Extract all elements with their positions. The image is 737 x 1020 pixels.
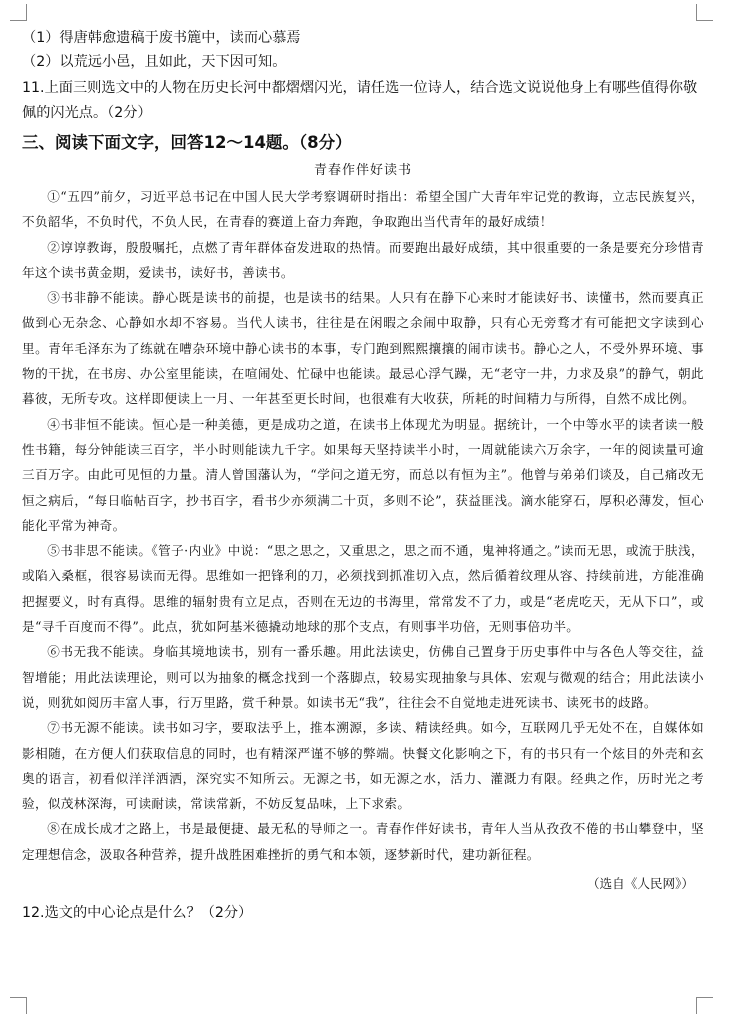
article-title: 青春作伴好读书	[313, 163, 412, 178]
article-paragraph-3: ③书非静不能读。静心既是读书的前提，也是读书的结果。人只有在静下心来时才能读好书、读懂书，然而要真正做到心无杂念、心静如水却不容易。当代人读书，往往是在闲暇之余闹中取静，只有心无旁骛才有可能把文字读到心里。青年毛泽东为了练就在嘈杂环境中静心读书的本事，专门跑到熙熙攘攘的闹市读书。静心之人，不受外界环境、事物的干扰，在书房、办公室里能读，在喧闹处、忙碌中也能读。最忌心浮气躁，无“老守一井，力求及泉”的静气，朝此暮彼，无所专攻。这样即便读上一月、一年甚至更长时间，也很难有大收获，所耗的时间精力与所得，自然不成比例。	[22, 290, 704, 407]
article-source: （选自《人民网》）	[586, 876, 694, 892]
crop-mark-top-left	[10, 4, 27, 21]
crop-mark-bottom-left	[10, 997, 27, 1014]
article-paragraph-7: ⑦书无源不能读。读书如习字，要取法乎上，推本溯源，多读、精读经典。如今，互联网几乎无处不在，自媒体如影相随，在方便人们获取信息的同时，也有精深严谨不够的弊端。快餐文化影响之下，有的书只有一个炫目的外壳和玄奥的语言，初看似洋洋洒洒，深究实不知所云。无源之书，如无源之水，活力、灌溉力有限。经典之作，历时光之考验，似茂林深海，可读耐读，常读常新，不妨反复品味，上下求索。	[22, 720, 704, 812]
section-heading: 三、阅读下面文字，回答12～14题。（8分）	[22, 133, 352, 152]
article-paragraph-6: ⑥书无我不能读。身临其境地读书，别有一番乐趣。用此法读史，仿佛自己置身于历史事件中与各色人等交往，益智增能；用此法读理论，则可以为抽象的概念找到一个落脚点，较易实现抽象与具体、宏观与微观的结合；用此法读小说，则犹如阅历丰富人事，行万里路，赏千种景。如读书无“我”，往往会不自觉地走进死读书、读死书的歧路。	[22, 644, 704, 710]
article-paragraph-5: ⑤书非思不能读。《管子·内业》中说：“思之思之，又重思之，思之而不通，鬼神将通之。”读而无思，或流于肤浅，或陷入桑框，很容易读而无得。思维如一把锋利的刀，必须找到抓准切入点，然后循着纹理从容、持续前进，方能准确把握要义，时有真得。思维的辐射贵有立足点，否则在无边的书海里，常常发不了力，或是“老虎吃天，无从下口”，或是“寻千百度而不得”。此点，犹如阿基米德撬动地球的那个支点，有则事半功倍，无则事倍功半。	[22, 543, 704, 635]
article-paragraph-4: ④书非恒不能读。恒心是一种美德，更是成功之道，在读书上体现尤为明显。据统计，一个中等水平的读者读一般性书籍，每分钟能读三百字，半小时则能读九千字。如果每天坚持读半小时，一周就能读六万余字，一年的阅读量可逾三百万字。由此可见恒的力量。清人曾国藩认为，“学问之道无穷，而总以有恒为主”。他曾与弟弟们谈及，自己痛改无恒之病后，“每日临帖百字，抄书百字，看书少亦须满二十页，多则不论”，获益匪浅。滴水能穿石，厚积必薄发，恒心能化平常为神奇。	[22, 416, 704, 533]
article-paragraph-8: ⑧在成长成才之路上，书是最便捷、最无私的导师之一。青春作伴好读书，青年人当从孜孜不倦的书山攀登中，坚定理想信念，汲取各种营养，提升战胜困难挫折的勇气和本领，逐梦新时代，建功新征程。	[22, 821, 704, 862]
sub-question-1: （1）得唐韩愈遗稿于废书簏中，读而心慕焉	[22, 30, 301, 46]
sub-question-2: （2）以荒远小邑，且如此，天下因可知。	[22, 54, 287, 70]
question-11: 11.上面三则选文中的人物在历史长河中都熠熠闪光，请任选一位诗人，结合选文说说他身上有哪些值得你敬佩的闪光点。（2分）	[22, 80, 698, 121]
crop-mark-top-right	[696, 4, 713, 21]
page-content	[22, 26, 704, 926]
crop-mark-bottom-right	[696, 997, 713, 1014]
question-12: 12.选文的中心论点是什么？（2分）	[22, 905, 253, 922]
article-paragraph-1: ①“五四”前夕，习近平总书记在中国人民大学考察调研时指出：希望全国广大青年牢记党的教诲，立志民族复兴，不负韶华，不负时代，不负人民，在青春的赛道上奋力奔跑，争取跑出当代青年的最好成绩！	[22, 189, 704, 230]
article-paragraph-2: ②谆谆教诲，殷殷嘱托，点燃了青年群体奋发进取的热情。而要跑出最好成绩，其中很重要的一条是要充分珍惜青年这个读书黄金期，爱读书，读好书，善读书。	[22, 239, 704, 280]
